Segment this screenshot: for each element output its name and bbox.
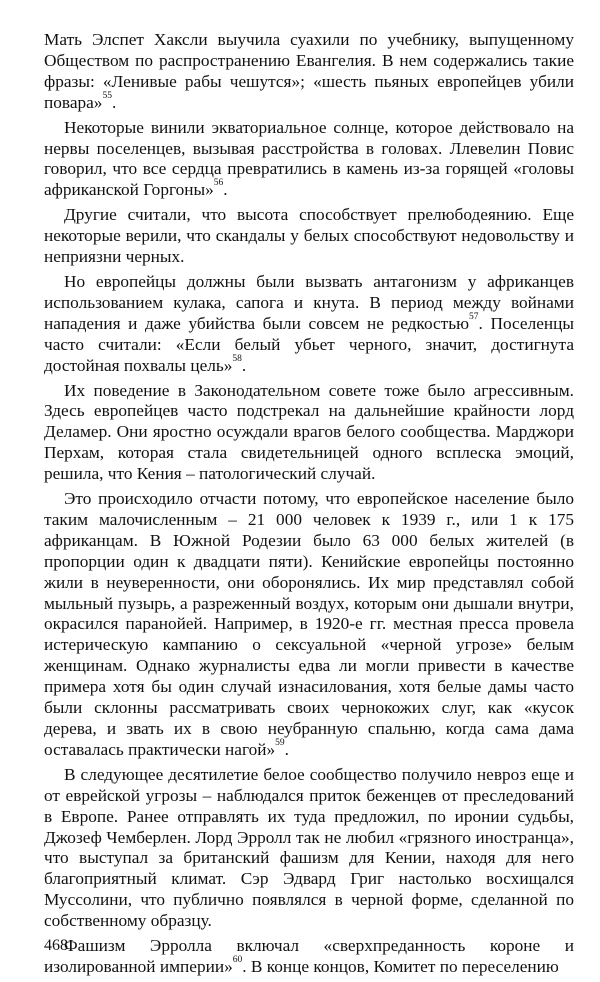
paragraph-text: . Поселенцы часто считали: «Если белый убьет черного, значит, достигнута достойная похвалы цель» xyxy=(44,313,574,375)
paragraph-text: Фашизм Эрролла включал «сверхпреданность короне и изолированной империи» xyxy=(44,936,574,976)
paragraph-text: Их поведение в Законодательном совете тоже было агрессивным. Здесь европейцев часто подстрекал на дальнейшие крайности лорд Деламер. Они яростно осуждали врагов белого сообщества. Марджори Перхам, которая стала свидетельницей одного всплеска эмоций, решила, что Кения – патологический случай. xyxy=(44,380,574,484)
paragraph xyxy=(44,118,574,202)
footnote-marker: 60 xyxy=(232,954,243,965)
paragraph xyxy=(44,205,574,268)
paragraph-text: Другие считали, что высота способствует прелюбодеянию. Еще некоторые верили, что скандалы у белых способствуют недовольству и неприязни черных. xyxy=(44,205,574,267)
paragraph xyxy=(44,765,574,932)
paragraph-text: . xyxy=(111,92,117,112)
footnote-marker: 55 xyxy=(102,90,112,101)
paragraph xyxy=(44,381,574,486)
footnote-marker: 57 xyxy=(469,311,479,322)
footnote-marker: 56 xyxy=(213,178,224,189)
paragraph-text: . В конце концов, Комитет по переселению xyxy=(242,956,559,976)
page-number: 468 xyxy=(44,937,68,954)
paragraph-text: . xyxy=(241,355,247,375)
page-body xyxy=(44,30,574,982)
paragraph xyxy=(44,272,574,377)
footnote-marker: 59 xyxy=(275,737,285,748)
paragraph xyxy=(44,489,574,761)
paragraph-text: Это происходило отчасти потому, что европейское население было таким малочисленным – 21 000 человек к 1939 г., или 1 к 175 африканцам. В Южной Родезии было 63 000 белых жителей (в пропорции один к двадцати пяти). Кенийские европейцы постоянно жили в неуверенности, они оборонялись. Их мир представлял собой мыльный пузырь, а разреженный воздух, которым они дышали внутри, окрасился паранойей. Например, в 1920-е гг. местная пресса провела истерическую кампанию о сексуальной «черной угрозе» белым женщинам. Однако журналисты едва ли могли привести в качестве примера хотя бы один случай изнасилования, хотя белые дамы часто были склонны рассматривать своих чернокожих слуг, как «кусок дерева, и звать их в свою неубранную спальню, когда сама дама оставалась практически нагой» xyxy=(44,489,574,759)
paragraph-text: . xyxy=(284,739,289,759)
paragraph-text: . xyxy=(223,180,228,200)
paragraph-text: Некоторые винили экваториальное солнце, которое действовало на нервы поселенцев, вызывая расстройства в головах. Ллевелин Повис говорил, что все сердца превратились в камень из-за горящей «головы африканской Горгоны» xyxy=(44,117,574,200)
footnote-marker: 58 xyxy=(232,353,242,364)
paragraph xyxy=(44,30,574,114)
paragraph-text: В следующее десятилетие белое сообщество получило невроз еще и от еврейской угрозы – наблюдался приток беженцев от преследований в Европе. Ранее отправлять их туда предложил, по иронии судьбы, Джозеф Чемберлен. Лорд Эрролл так не любил «грязного иностранца», что выступал за британский фашизм для Кении, находя для него благоприятный климат. Сэр Эдвард Григ настолько восхищался Муссолини, что публично появлялся в черной форме, сделанной по собственному образцу. xyxy=(44,764,574,931)
paragraph-text: Но европейцы должны были вызвать антагонизм у африканцев использованием кулака, сапога и кнута. В период между войнами нападения и даже убийства были совсем не редкостью xyxy=(44,271,574,333)
paragraph xyxy=(44,936,574,978)
paragraph-text: Мать Элспет Хаксли выучила суахили по учебнику, выпущенному Обществом по распространению Евангелия. В нем содержались такие фразы: «Ленивые рабы чешутся»; «шесть пьяных европейцев убили повара» xyxy=(44,30,574,112)
